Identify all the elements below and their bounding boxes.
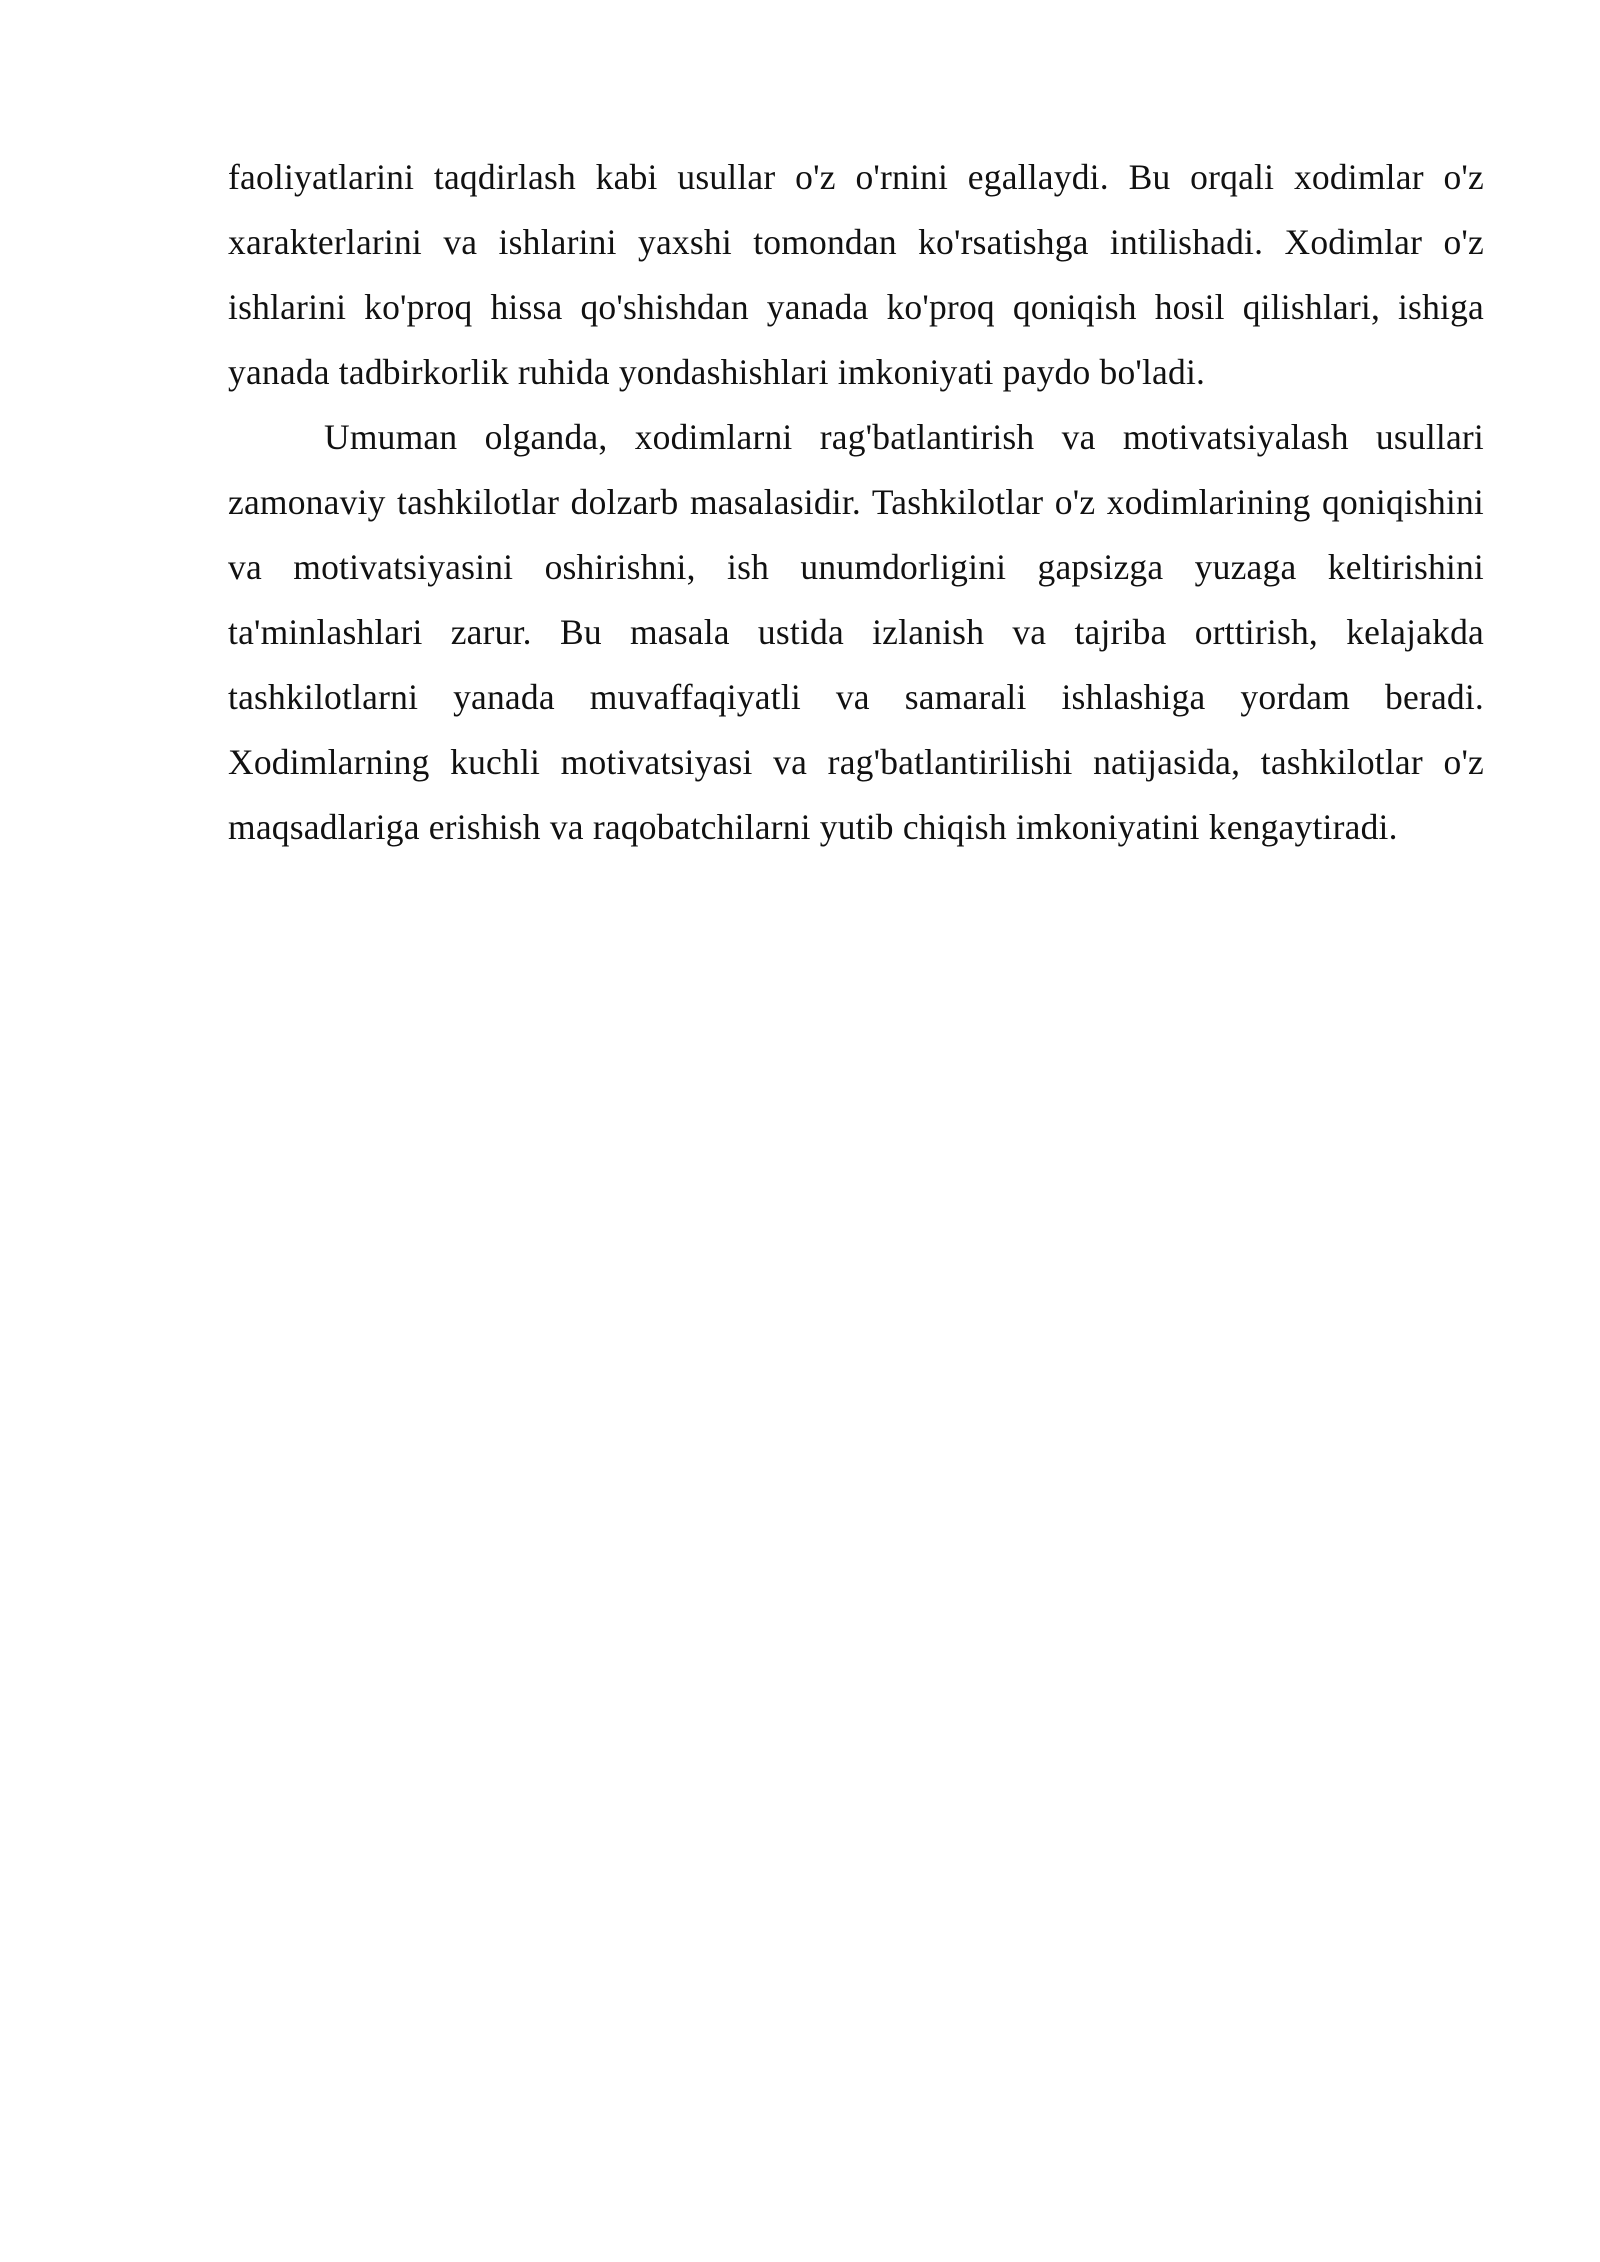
paragraph-continuation: faoliyatlarini taqdirlash kabi usullar o'z o'rnini egallaydi. Bu orqali xodimlar o'z xarakterlarini va ishlarini yaxshi tomondan ko'rsatishga intilishadi. Xodimlar o'z ishlarini ko'proq hissa qo'shishdan yanada ko'proq qoniqish hosil qilishlari, ishiga yanada tadbirkorlik ruhida yondashishlari imkoniyati paydo bo'ladi.: [228, 157, 1484, 392]
body-text: [228, 145, 1484, 860]
paragraph-conclusion: Umuman olganda, xodimlarni rag'batlantirish va motivatsiyalash usullari zamonaviy tashkilotlar dolzarb masalasidir. Tashkilotlar o'z xodimlarining qoniqishini va motivatsiyasini oshirishni, ish unumdorligini gapsizga yuzaga keltirishini ta'minlashlari zarur. Bu masala ustida izlanish va tajriba orttirish, kelajakda tashkilotlarni yanada muvaffaqiyatli va samarali ishlashiga yordam beradi. Xodimlarning kuchli motivatsiyasi va rag'batlantirilishi natijasida, tashkilotlar o'z maqsadlariga erishish va raqobatchilarni yutib chiqish imkoniyatini kengaytiradi.: [228, 417, 1484, 847]
